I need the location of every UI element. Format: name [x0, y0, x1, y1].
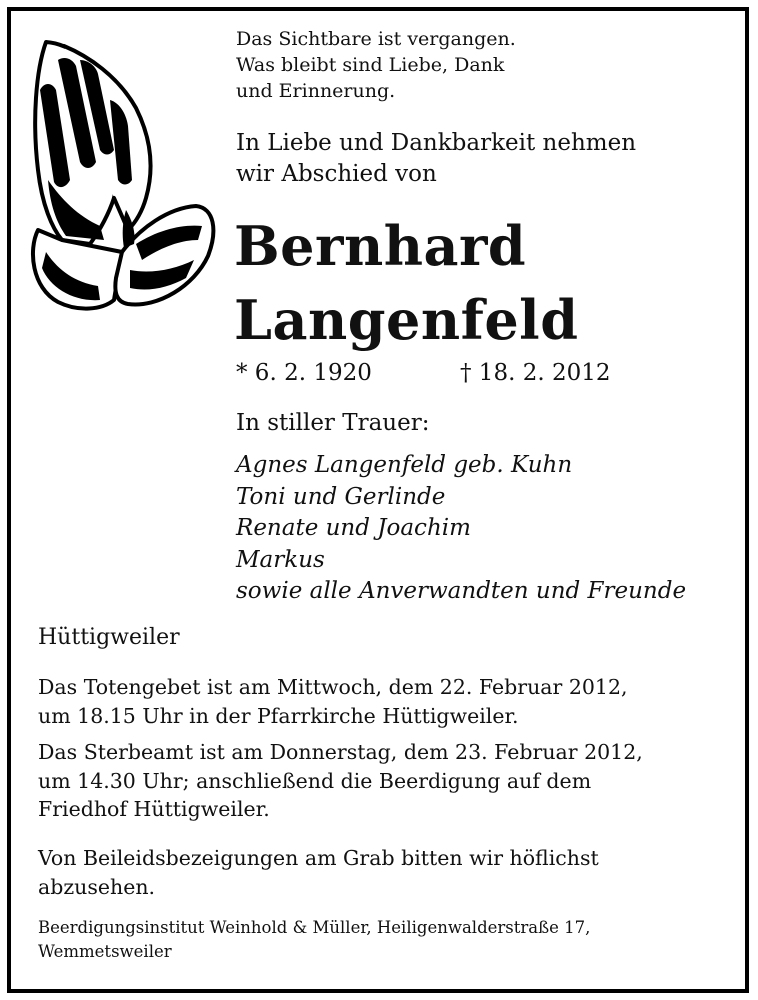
notice-line: Das Sterbeamt ist am Donnerstag, dem 23. Februar 2012, — [38, 740, 643, 764]
condolence-notice — [38, 844, 599, 901]
undertaker-line: Beerdigungsinstitut Weinhold & Müller, Heiligenwalderstraße 17, — [38, 918, 591, 937]
place-name: Hüttigweiler — [38, 625, 180, 650]
undertaker-info — [38, 916, 590, 964]
requiem-notice — [38, 738, 643, 824]
notice-line: um 18.15 Uhr in der Pfarrkirche Hüttigweiler. — [38, 703, 519, 728]
deceased-first-name: Bernhard — [234, 214, 527, 278]
praying-hands-icon — [18, 30, 223, 320]
prayer-service-notice — [38, 673, 628, 730]
quote-line: Das Sichtbare ist vergangen. — [236, 28, 516, 50]
undertaker-line: Wemmetsweiler — [38, 942, 172, 961]
mourner-name: Renate und Joachim — [236, 515, 471, 541]
intro-line: In Liebe und Dankbarkeit nehmen — [236, 130, 637, 156]
memorial-quote — [236, 26, 516, 104]
notice-line: Von Beileidsbezeigungen am Grab bitten wir höflichst — [38, 846, 599, 870]
mourner-name: sowie alle Anverwandten und Freunde — [236, 578, 687, 604]
deceased-last-name: Langenfeld — [234, 288, 579, 352]
birth-date: * 6. 2. 1920 — [236, 360, 372, 386]
quote-line: und Erinnerung. — [236, 80, 396, 102]
mourner-name: Agnes Langenfeld geb. Kuhn — [236, 452, 573, 478]
mourner-name: Toni und Gerlinde — [236, 483, 446, 510]
farewell-intro — [236, 128, 636, 190]
quote-line: Was bleibt sind Liebe, Dank — [236, 54, 505, 76]
intro-line: wir Abschied von — [236, 161, 437, 187]
notice-line: Friedhof Hüttigweiler. — [38, 797, 270, 821]
death-date: † 18. 2. 2012 — [460, 360, 611, 386]
mourners-list — [236, 450, 686, 608]
mourners-heading: In stiller Trauer: — [236, 410, 430, 436]
notice-line: abzusehen. — [38, 874, 156, 899]
notice-line: um 14.30 Uhr; anschließend die Beerdigung auf dem — [38, 768, 592, 793]
notice-line: Das Totengebet ist am Mittwoch, dem 22. Februar 2012, — [38, 675, 628, 699]
mourner-name: Markus — [236, 546, 325, 573]
